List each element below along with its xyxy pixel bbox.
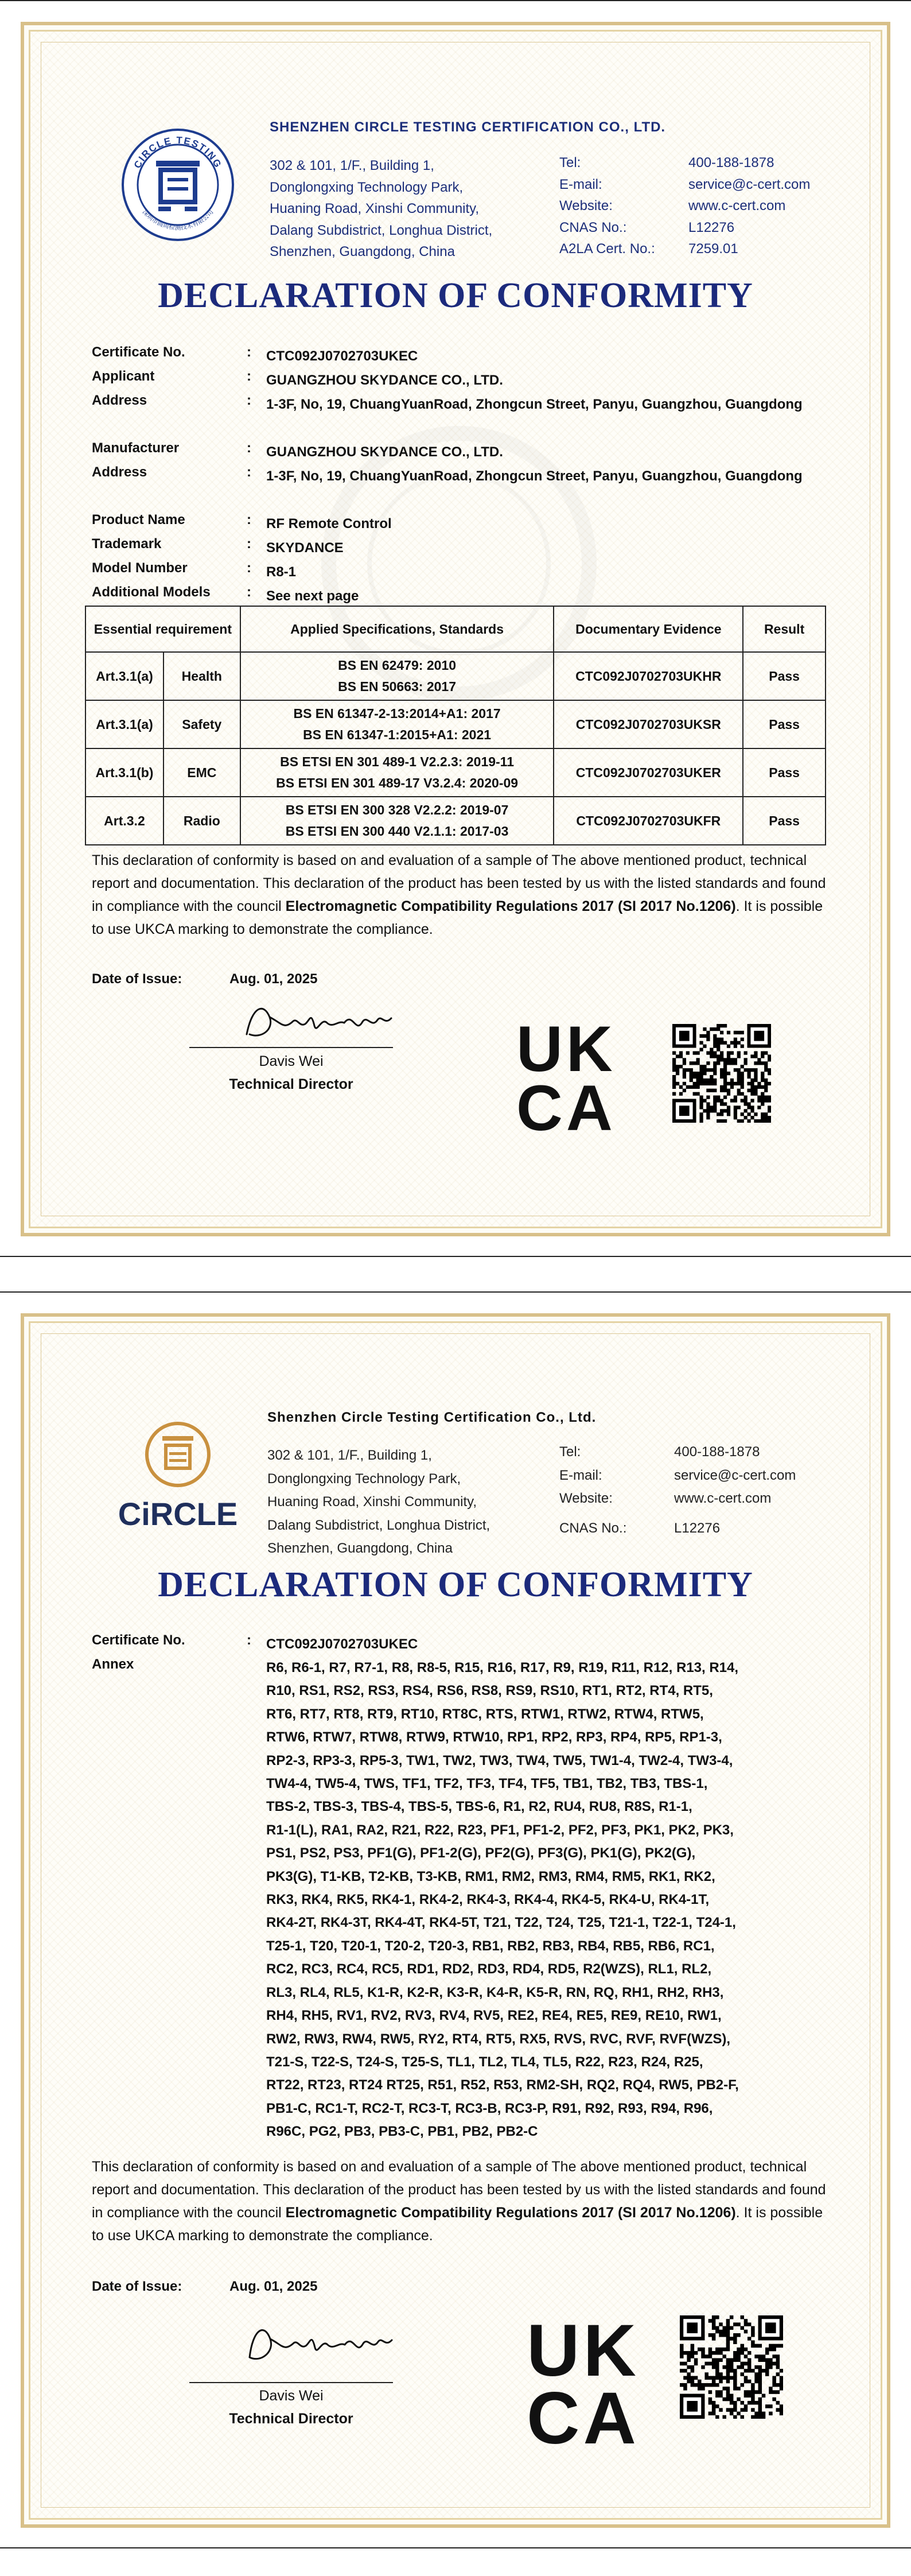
signature bbox=[227, 2311, 410, 2375]
signer-name: Davis Wei bbox=[259, 2388, 324, 2404]
declaration-text: This declaration of conformity is based on and evaluation of a sample of The above mentioned product, technical report and documentation. This declaration of the product has been tested by us with the listed standards and found in compliance with the council Electromagnetic Compatibility Regulations 2017 (SI 2017 No.1206). It is possible to use UKCA marking to demonstrate the compliance. bbox=[92, 2159, 826, 2244]
logo-cn-text: 深圳市圆周检测技术有限公司 bbox=[141, 208, 215, 231]
qr-code[interactable] bbox=[680, 2315, 783, 2419]
signer-title: Technical Director bbox=[229, 1076, 353, 1092]
website-link[interactable]: www.c-cert.com bbox=[674, 1491, 772, 1506]
signer-title: Technical Director bbox=[229, 2411, 353, 2427]
table-row: Art.3.2 Radio BS ETSI EN 300 328 V2.2.2: 2019-07 BS ETSI EN 300 440 V2.1.1: 2017-03 CTC092J0702703UKFR Pass bbox=[85, 797, 826, 845]
company-address: 302 & 101, 1/F., Building 1, Donglongxing Technology Park, Huaning Road, Xinshi Community, Dalang Subdistrict, Longhua District, Shenzhen, Guangdong, China bbox=[270, 158, 493, 259]
website-link[interactable]: www.c-cert.com bbox=[688, 198, 786, 214]
certificate-page-1: CIRCLE TESTING 深圳市圆周检测技术有限公司 SHENZHEN CIRCLE TESTING CERTIFICATION CO., LTD. 302 & 101, 1/F., Building 1, Donglongxing Technology Park, Huaning Road, Xinshi Community, Dalang Subdistrict, Longhua District, Shenzhen, Guangdong, China Tel: 400-188-1878 E-mail: service@c-cert.com Website: www.c-cert.com CNAS No.: L12276 A2LA Cert. No.: 7259.01 DECLARATION OF CONFORMITY Certificate No. : CTC092J0702703UKEC Applicant : GUANGZHOU SKYDANCE CO., LTD. Address : 1-3F, No, 19, ChuangYuanRoad, Zhongcun Street, Panyu, Guangzhou, Guangdong Manufacturer : GUANGZHOU SKYDANCE CO., LTD. Address : 1-3F, No, 19, ChuangYuanRoad, Zhongcun Street, Panyu, Guangzhou, Guangdong Product Name : RF Remote Control Trademark : SKYDANCE Model Number : R8-1 Additional Models : See next page Essential requirement Applied Specifications, Standards Documentary Evidence Result Art.3.1(a) Health BS EN 62479: 2010 BS EN 50663: 2017 CTC092J0702703UKHR Pass Art.3.1(a) Safety BS EN 61347-2-13:2014+A1: 2017 BS EN 61347-1:2015+A1: 2021 CTC092J0702703UKSR Pass Art.3.1(b) EMC BS ETSI EN 301 489-1 V2.2.3: 2019-11 BS ETSI EN 301 489-17 V3.2.4: 2020-09 CTC092J0702703UKER Pass Art.3.2 Radio BS ETSI EN 300 328 V2.2.2: 2019-07 BS ETSI EN 300 440 V2.1.1: 2017-03 CTC092J0702703UKFR Pass This declaration of conformity is based on and evaluation of a sample of The above mentioned product, technical report and documentation. This declaration of the product has been tested by us with the listed standards and found in compliance with the council Electromagnetic Compatibility Regulations 2017 (SI 2017 No.1206). It is possible to use UKCA marking to demonstrate the compliance. Date of Issue: Aug. 01, 2025 Davis Wei Davis Wei Technical Director UK CA bbox=[0, 0, 911, 1257]
annex-model-list: R6, R6-1, R7, R7-1, R8, R8-5, R15, R16, R17, R9, R19, R11, R12, R13, R14, R10, RS1, RS2, RS3, RS4, RS6, RS8, RS9, RS10, RT1, RT2, RT4, RT5, RT6, RT7, RT8, RT9, RT10, RT8C, RTS, RTW1, RTW2, RTW4, RTW5, RTW6, RTW7, RTW8, RTW9, RTW10, RP1, RP2, RP3, RP4, RP5, RP1-3, RP2-3, RP3-3, RP5-3, TW1, TW2, TW3, TW4, TW5, TW1-4, TW2-4, TW3-4, TW4-4, TW5-4, TWS, TF1, TF2, TF3, TF4, TF5, TB1, TB2, TB3, TBS-1, TBS-2, TBS-3, TBS-4, TBS-5, TBS-6, R1, R2, RU4, RU8, R8S, R1-1, R1-1(L), RA1, RA2, R21, R22, R23, PF1, PF1-2, PF2, PF3, PK1, PK2, PK3, PS1, PS2, PS3, PF1(G), PF1-2(G), PF2(G), PF3(G), PK1(G), PK2(G), PK3(G), T1-KB, T2-KB, T3-KB, RM1, RM2, RM3, RM4, RM5, RK1, RK2, RK3, RK4, RK5, RK4-1, RK4-2, RK4-3, RK4-4, RK4-5, RK4-U, RK4-1T, RK4-2T, RK4-3T, RK4-4T, RK4-5T, T21, T22, T24, T25, T21-1, T22-1, T24-1, T25-1, T20, T20-1, T20-2, T20-3, RB1, RB2, RB3, RB4, RB5, RB6, RC1, RC2, RC3, RC4, RC5, RD1, RD2, RD3, RD4, RD5, R2(WZS), RL1, RL2, RL3, RL4, RL5, K1-R, K2-R, K3-R, K4-R, K5-R, RN, RQ, RH1, RH2, RH3, RH4, RH5, RV1, RV2, RV3, RV4, RV5, RE2, RE4, RE5, RE9, RE10, RW1, RW2, RW3, RW4, RW5, RY2, RT4, RT5, RX5, RVS, RVC, RVF, RVF(WZS), T21-S, T22-S, T24-S, T25-S, TL1, TL2, TL4, TL5, R22, R23, R24, R25, RT22, RT23, RT24 RT25, R51, R52, R53, RM2-SH, RQ2, RQ4, RW5, PB2-F, PB1-C, RC1-T, RC2-T, RC3-T, RC3-B, RC3-P, R91, R92, R93, R94, R96, R96C, PG2, PB3, PB3-C, PB1, PB2, PB2-C bbox=[266, 1660, 739, 2140]
table-row: Art.3.1(b) EMC BS ETSI EN 301 489-1 V2.2.3: 2019-11 BS ETSI EN 301 489-17 V3.2.4: 2020-09 CTC092J0702703UKER Pass bbox=[85, 748, 826, 797]
table-row: Art.3.1(a) Safety BS EN 61347-2-13:2014+A1: 2017 BS EN 61347-1:2015+A1: 2021 CTC092J0702703UKSR Pass bbox=[85, 700, 826, 748]
table-row: Art.3.1(a) Health BS EN 62479: 2010 BS EN 50663: 2017 CTC092J0702703UKHR Pass bbox=[85, 652, 826, 700]
signer-name: Davis Wei bbox=[259, 1053, 324, 1069]
company-address: 302 & 101, 1/F., Building 1, Donglongxing Technology Park, Huaning Road, Xinshi Community, Dalang Subdistrict, Longhua District, Shenzhen, Guangdong, China bbox=[267, 1448, 490, 1556]
logo-ring-text: CIRCLE TESTING bbox=[131, 134, 224, 170]
svg-text:Davis Wei: Davis Wei bbox=[229, 994, 232, 995]
table-header-row: Essential requirement Applied Specifications, Standards Documentary Evidence Result bbox=[85, 606, 826, 652]
email-link[interactable]: service@c-cert.com bbox=[674, 1467, 796, 1483]
email-link[interactable]: service@c-cert.com bbox=[688, 176, 811, 192]
date-of-issue: Date of Issue: Aug. 01, 2025 bbox=[92, 971, 318, 987]
ukca-mark: UK CA bbox=[527, 2310, 640, 2459]
company-name: SHENZHEN CIRCLE TESTING CERTIFICATION CO., LTD. bbox=[270, 119, 666, 135]
svg-text:Davis Wei: Davis Wei bbox=[227, 2311, 229, 2312]
circle-logo bbox=[112, 1419, 244, 1542]
ukca-mark: UK CA bbox=[516, 1013, 616, 1145]
date-of-issue: Date of Issue: Aug. 01, 2025 bbox=[92, 2279, 318, 2294]
company-name: Shenzhen Circle Testing Certification Co., Ltd. bbox=[267, 1410, 597, 1425]
certificate-page-2: CiRCLE Shenzhen Circle Testing Certification Co., Ltd. 302 & 101, 1/F., Building 1, Donglongxing Technology Park, Huaning Road, Xinshi Community, Dalang Subdistrict, Longhua District, Shenzhen, Guangdong, China Tel: 400-188-1878 E-mail: service@c-cert.com Website: www.c-cert.com CNAS No.: L12276 DECLARATION OF CONFORMITY Certificate No. : CTC092J0702703UKEC Annex R6, R6-1, R7, R7-1, R8, R8-5, R15, R16, R17, R9, R19, R11, R12, R13, R14, R10, RS1, RS2, RS3, RS4, RS6, RS8, RS9, RS10, RT1, RT2, RT4, RT5, RT6, RT7, RT8, RT9, RT10, RT8C, RTS, RTW1, RTW2, RTW4, RTW5, RTW6, RTW7, RTW8, RTW9, RTW10, RP1, RP2, RP3, RP4, RP5, RP1-3, RP2-3, RP3-3, RP5-3, TW1, TW2, TW3, TW4, TW5, TW1-4, TW2-4, TW3-4, TW4-4, TW5-4, TWS, TF1, TF2, TF3, TF4, TF5, TB1, TB2, TB3, TBS-1, TBS-2, TBS-3, TBS-4, TBS-5, TBS-6, R1, R2, RU4, RU8, R8S, R1-1, R1-1(L), RA1, RA2, R21, R22, R23, PF1, PF1-2, PF2, PF3, PK1, PK2, PK3, PS1, PS2, PS3, PF1(G), PF1-2(G), PF2(G), PF3(G), PK1(G), PK2(G), PK3(G), T1-KB, T2-KB, T3-KB, RM1, RM2, RM3, RM4, RM5, RK1, RK2, RK3, RK4, RK5, RK4-1, RK4-2, RK4-3, RK4-4, RK4-5, RK4-U, RK4-1T, RK4-2T, RK4-3T, RK4-4T, RK4-5T, T21, T22, T24, T25, T21-1, T22-1, T24-1, T25-1, T20, T20-1, T20-2, T20-3, RB1, RB2, RB3, RB4, RB5, RB6, RC1, RC2, RC3, RC4, RC5, RD1, RD2, RD3, RD4, RD5, R2(WZS), RL1, RL2, RL3, RL4, RL5, K1-R, K2-R, K3-R, K4-R, K5-R, RN, RQ, RH1, RH2, RH3, RH4, RH5, RV1, RV2, RV3, RV4, RV5, RE2, RE4, RE5, RE9, RE10, RW1, RW2, RW3, RW4, RW5, RY2, RT4, RT5, RX5, RVS, RVC, RVF, RVF(WZS), T21-S, T22-S, T24-S, T25-S, TL1, TL2, TL4, TL5, R22, R23, R24, R25, RT22, RT23, RT24 RT25, R51, R52, R53, RM2-SH, RQ2, RQ4, RW5, PB2-F, PB1-C, RC1-T, RC2-T, RC3-T, RC3-B, RC3-P, R91, R92, R93, R94, R96, R96C, PG2, PB3, PB3-C, PB1, PB2, PB2-C This declaration of conformity is based on and evaluation of a sample of The above mentioned product, technical report and documentation. This declaration of the product has been tested by us with the listed standards and found in compliance with the council Electromagnetic Compatibility Regulations 2017 (SI 2017 No.1206). It is possible to use UKCA marking to demonstrate the compliance. Date of Issue: Aug. 01, 2025 Davis Wei Davis Wei Technical Director UK CA bbox=[0, 1291, 911, 2548]
document-title: DECLARATION OF CONFORMITY bbox=[158, 1565, 753, 1604]
document-title: DECLARATION OF CONFORMITY bbox=[158, 276, 753, 315]
declaration-text: This declaration of conformity is based on and evaluation of a sample of The above mentioned product, technical report and documentation. This declaration of the product has been tested by us with the listed standards and found in compliance with the council Electromagnetic Compatibility Regulations 2017 (SI 2017 No.1206). It is possible to use UKCA marking to demonstrate the compliance. bbox=[92, 852, 826, 937]
logo-text: CiRCLE bbox=[118, 1496, 238, 1532]
